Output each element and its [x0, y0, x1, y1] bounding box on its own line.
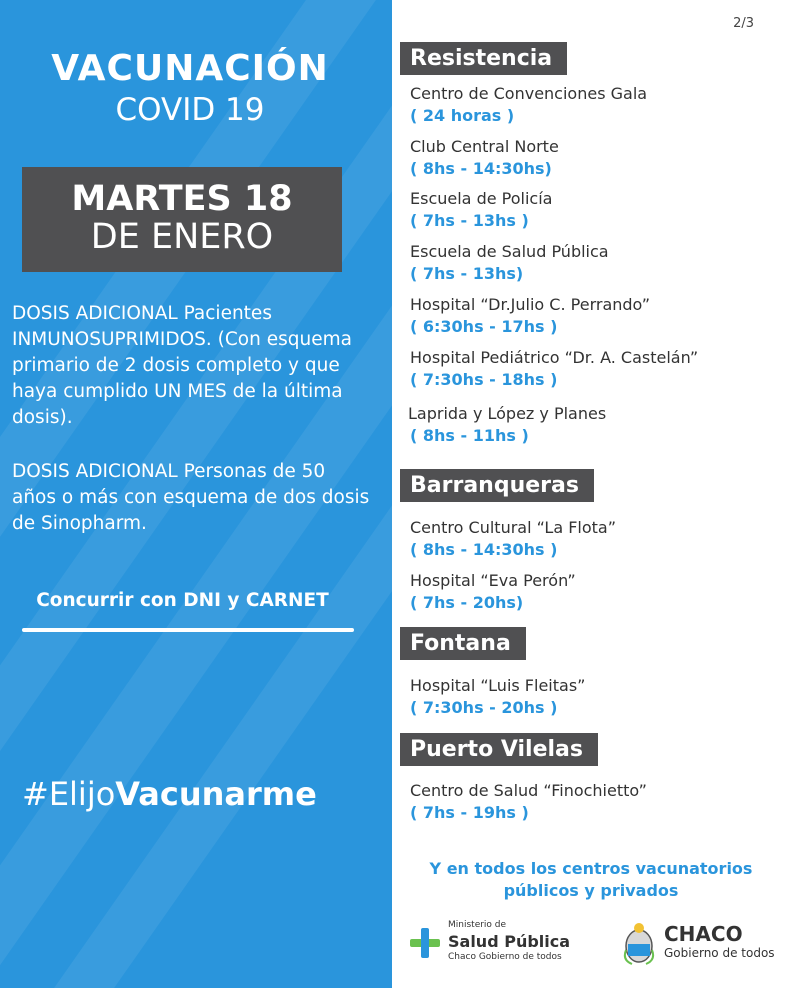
- venue-hours: ( 7hs - 13hs): [410, 264, 524, 283]
- venue-name: Centro Cultural “La Flota”: [410, 518, 617, 537]
- venue-name: Club Central Norte: [410, 137, 559, 156]
- venue-hours: ( 7hs - 19hs ): [410, 803, 529, 822]
- dni-notice: Concurrir con DNI y CARNET: [36, 590, 329, 611]
- date-day: MARTES 18: [71, 179, 293, 219]
- venue-hours: ( 6:30hs - 17hs ): [410, 317, 558, 336]
- dose-info-immunosuppressed: DOSIS ADICIONAL Pacientes INMUNOSUPRIMIDOS. (Con esquema primario de 2 dosis completo y que haya cumplido UN MES de la última dosis).: [12, 303, 352, 428]
- gobierno-label: Gobierno de todos: [664, 946, 775, 960]
- dose-info-sinopharm: DOSIS ADICIONAL Personas de 50 años o más con esquema de dos dosis de Sinopharm.: [12, 461, 370, 534]
- footer-line1: Y en todos los centros vacunatorios: [429, 859, 753, 878]
- section-resistencia: Resistencia: [400, 42, 567, 75]
- left-panel: [0, 0, 392, 988]
- divider: [22, 628, 354, 632]
- title-vacunacion: VACUNACIÓN: [51, 48, 329, 89]
- hashtag-bold: Vacunarme: [115, 775, 317, 813]
- venue-hours: ( 7:30hs - 18hs ): [410, 370, 558, 389]
- venue-hours: ( 7hs - 20hs): [410, 593, 524, 612]
- venue-name: Hospital “Eva Perón”: [410, 571, 576, 590]
- page-indicator: 2/3: [733, 16, 754, 31]
- venue-hours: ( 7:30hs - 20hs ): [410, 698, 558, 717]
- venue-name: Escuela de Salud Pública: [410, 242, 609, 261]
- date-box: [22, 167, 342, 272]
- chaco-logo: [622, 916, 782, 972]
- venue-name: Escuela de Policía: [410, 189, 553, 208]
- venue-name: Hospital Pediátrico “Dr. A. Castelán”: [410, 348, 699, 367]
- footer-line2: públicos y privados: [503, 881, 679, 900]
- footer-note: [392, 858, 790, 902]
- plus-icon: [410, 928, 440, 958]
- section-puerto-vilelas: Puerto Vilelas: [400, 733, 598, 766]
- chaco-label: CHACO: [664, 922, 743, 946]
- hashtag-prefix: #Elijo: [22, 775, 116, 813]
- chaco-gobierno-label: Chaco Gobierno de todos: [448, 952, 562, 962]
- venue-name: Hospital “Luis Fleitas”: [410, 676, 586, 695]
- date-month: DE ENERO: [90, 217, 274, 257]
- ministerio-label: Ministerio de: [448, 920, 507, 930]
- venue-name: Centro de Salud “Finochietto”: [410, 781, 647, 800]
- coat-of-arms-icon: [622, 920, 656, 966]
- venue-hours: ( 8hs - 14:30hs ): [410, 540, 558, 559]
- venue-hours: ( 7hs - 13hs ): [410, 211, 529, 230]
- venue-name: Centro de Convenciones Gala: [410, 84, 648, 103]
- venue-hours: ( 8hs - 11hs ): [410, 426, 529, 445]
- venue-hours: ( 8hs - 14:30hs): [410, 159, 552, 178]
- title-covid: COVID 19: [115, 92, 265, 128]
- venue-name: Laprida y López y Planes: [408, 404, 607, 423]
- salud-publica-label: Salud Pública: [448, 932, 571, 951]
- ministerio-logo: [410, 918, 600, 970]
- hashtag: [22, 775, 317, 813]
- right-panel: [392, 0, 790, 988]
- venue-hours: ( 24 horas ): [410, 106, 515, 125]
- section-barranqueras: Barranqueras: [400, 469, 594, 502]
- section-fontana: Fontana: [400, 627, 526, 660]
- venue-name: Hospital “Dr.Julio C. Perrando”: [410, 295, 651, 314]
